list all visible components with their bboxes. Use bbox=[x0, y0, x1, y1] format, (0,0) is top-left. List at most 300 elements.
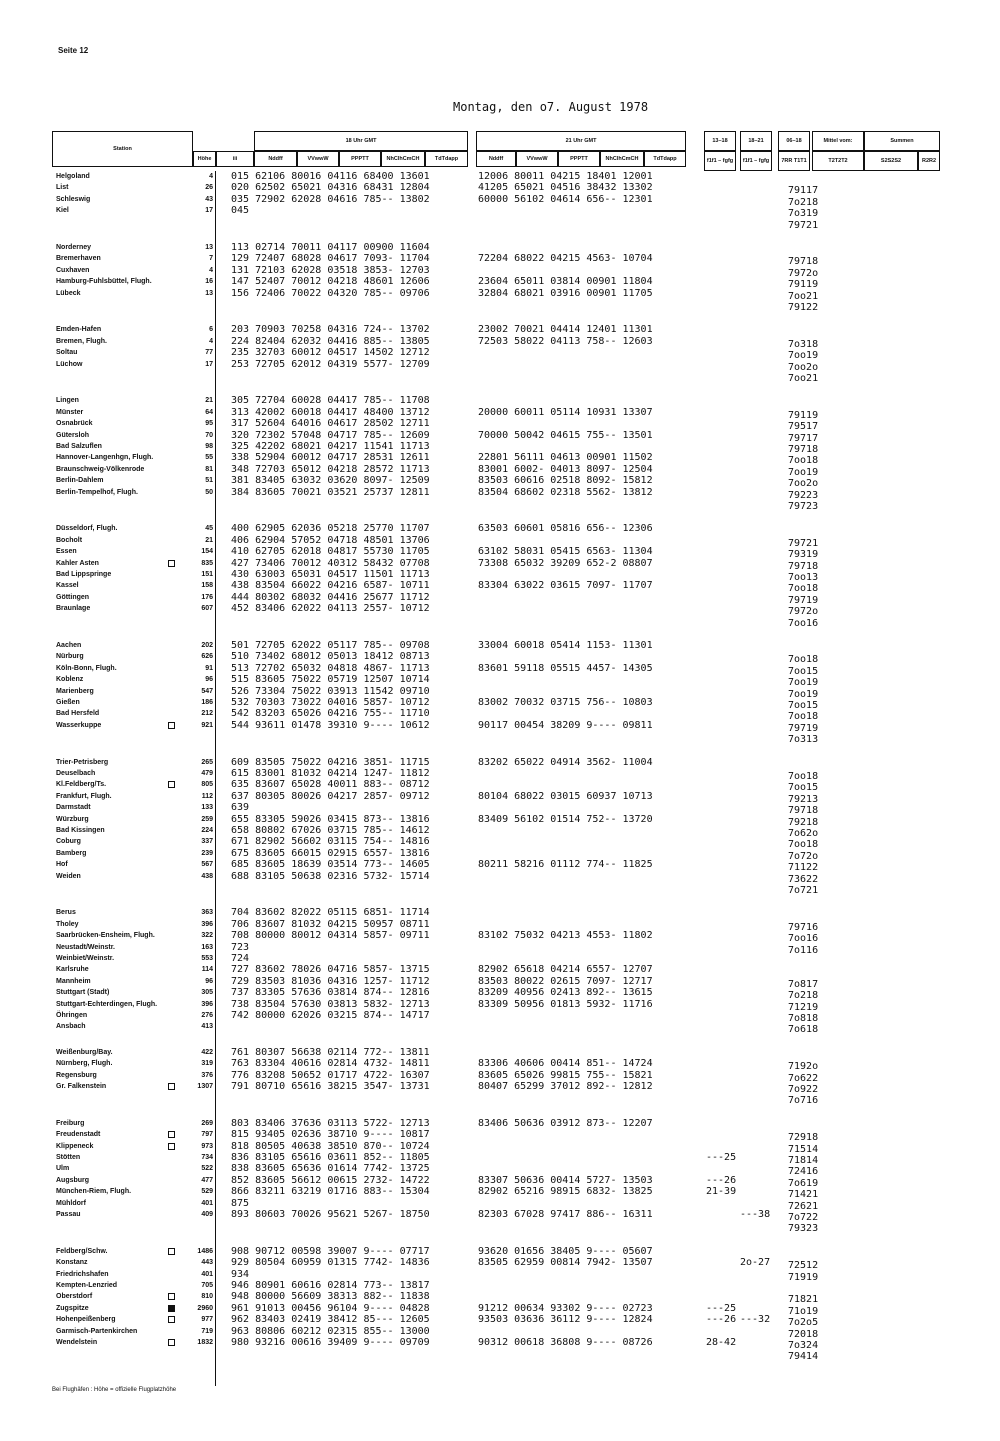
obs-21: 83306 40606 00414 851-- 14724 bbox=[478, 1058, 653, 1070]
station-name: Osnabrück bbox=[56, 420, 93, 428]
station-name: Deuselbach bbox=[56, 770, 96, 777]
station-name: Gießen bbox=[56, 699, 80, 706]
station-name: Nürburg bbox=[56, 653, 84, 661]
obs-18: 948 80000 56609 38313 882-- 11838 bbox=[231, 1291, 430, 1303]
obs-21: 83209 40956 02413 892-- 13615 bbox=[478, 987, 653, 999]
mean-value: 71514 bbox=[788, 1143, 819, 1155]
header-21uhr: 21 Uhr GMT bbox=[476, 131, 686, 151]
extreme-value-2: ---38 bbox=[740, 1209, 771, 1220]
header-sub-6: R2R2 bbox=[918, 151, 940, 171]
mean-value: 7oo16 bbox=[788, 933, 819, 945]
station-name: Karlsruhe bbox=[56, 966, 89, 974]
station-name: Essen bbox=[56, 548, 77, 556]
station-height: 835 bbox=[201, 559, 213, 567]
station-name: Kahler Asten bbox=[56, 559, 99, 567]
extreme-value-1: ---26 bbox=[706, 1174, 737, 1186]
obs-18: 438 83504 66022 04216 6587- 10711 bbox=[231, 580, 430, 592]
obs-18: 452 83406 62022 04113 2557- 10712 bbox=[231, 603, 430, 615]
station-height: 55 bbox=[205, 454, 213, 462]
header-mittel: Mittel vom: bbox=[812, 131, 864, 151]
station-name: Oberstdorf bbox=[56, 1293, 93, 1301]
mean-value: 79718 bbox=[788, 805, 819, 817]
mean-value: 7oo21 bbox=[788, 290, 819, 302]
station-name: Nürnberg, Flugh. bbox=[56, 1060, 113, 1068]
obs-21: 80407 65299 37012 892-- 12812 bbox=[478, 1081, 653, 1092]
header-vvwww-21: VVwwW bbox=[516, 151, 558, 167]
obs-18: 962 83403 02419 38412 85--- 12605 bbox=[231, 1314, 430, 1326]
station-name: Bad Lippspringe bbox=[56, 571, 112, 578]
mean-value: 7o313 bbox=[788, 734, 819, 746]
station-name: Berlin-Tempelhof, Flugh. bbox=[56, 488, 138, 496]
station-height: 797 bbox=[201, 1131, 213, 1139]
header-iii: iii bbox=[216, 151, 254, 167]
station-height: 163 bbox=[201, 943, 213, 951]
obs-18: 224 82404 62032 04416 885-- 13805 bbox=[231, 335, 430, 347]
header-nh-21: NhClhCmCH bbox=[600, 151, 644, 167]
station-height: 977 bbox=[201, 1316, 213, 1324]
obs-18: 338 52904 60012 04717 28531 12611 bbox=[231, 452, 430, 464]
obs-18: 946 80901 60616 02814 773-- 13817 bbox=[231, 1280, 430, 1291]
mean-value: 79218 bbox=[788, 816, 819, 828]
mean-value: 72918 bbox=[788, 1132, 819, 1144]
mean-value: 7oo21 bbox=[788, 373, 819, 384]
obs-18: 737 83305 57636 03814 874-- 12816 bbox=[231, 987, 430, 999]
mean-value: 79716 bbox=[788, 921, 819, 933]
station-name: Freudenstadt bbox=[56, 1131, 101, 1139]
station-height: 409 bbox=[201, 1211, 213, 1218]
station-height: 186 bbox=[201, 699, 213, 706]
mean-value: 7oo18 bbox=[788, 711, 819, 723]
station-name: Bad Hersfeld bbox=[56, 710, 100, 718]
station-height: 96 bbox=[205, 676, 213, 684]
station-height: 21 bbox=[205, 536, 213, 544]
mean-value: 79718 bbox=[788, 444, 819, 455]
mean-value: 7oo2o bbox=[788, 361, 819, 373]
obs-21: 82902 65618 04214 6557- 12707 bbox=[478, 964, 653, 976]
obs-21: 83406 50636 03912 873-- 12207 bbox=[478, 1117, 653, 1129]
station-name: Mühldorf bbox=[56, 1199, 86, 1207]
obs-18: 430 63003 65031 04517 11501 11713 bbox=[231, 569, 430, 580]
mean-value: 7o319 bbox=[788, 208, 819, 220]
station-name: Cuxhaven bbox=[56, 266, 90, 274]
station-height: 2960 bbox=[197, 1304, 213, 1312]
station-height: 547 bbox=[201, 687, 213, 695]
header-sub-2: f1f1 – fgfg bbox=[740, 151, 772, 171]
station-name: Friedrichshafen bbox=[56, 1270, 109, 1278]
station-height: 805 bbox=[201, 781, 213, 789]
obs-18: 708 80000 80012 04314 5857- 09711 bbox=[231, 930, 430, 942]
mean-value: 79719 bbox=[788, 594, 819, 606]
obs-18: 544 93611 01478 39310 9---- 10612 bbox=[231, 719, 430, 731]
extreme-value-1: ---26 bbox=[706, 1314, 737, 1326]
obs-21: 83601 59118 05515 4457- 14305 bbox=[478, 662, 653, 674]
station-height: 154 bbox=[201, 548, 213, 556]
station-height: 276 bbox=[201, 1012, 213, 1019]
station-name: Marienberg bbox=[56, 687, 94, 695]
mean-value: 7oo19 bbox=[788, 677, 819, 689]
mean-value: 79323 bbox=[788, 1223, 819, 1235]
obs-18: 444 80302 68032 04416 25677 11712 bbox=[231, 591, 430, 603]
mean-value: 79517 bbox=[788, 421, 819, 433]
station-height: 17 bbox=[205, 207, 213, 215]
obs-21: 82303 67028 97417 886-- 16311 bbox=[478, 1209, 653, 1220]
mean-value: 79414 bbox=[788, 1351, 819, 1363]
obs-18: 235 32703 60012 04517 14502 12712 bbox=[231, 347, 430, 359]
station-name: Coburg bbox=[56, 838, 81, 846]
obs-18: 675 83605 66015 02915 6557- 13816 bbox=[231, 847, 430, 859]
station-name: Emden-Hafen bbox=[56, 326, 102, 334]
mean-value: 7oo18 bbox=[788, 583, 819, 595]
obs-18: 934 bbox=[231, 1268, 250, 1280]
station-name: Koblenz bbox=[56, 676, 84, 684]
mean-value: 72018 bbox=[788, 1328, 819, 1340]
obs-21: 83002 70032 03715 756-- 10803 bbox=[478, 697, 653, 708]
station-name: Klippeneck bbox=[56, 1142, 94, 1150]
obs-21: 73308 65032 39209 652-2 08807 bbox=[478, 557, 653, 569]
obs-18: 980 93216 00616 39409 9---- 09709 bbox=[231, 1337, 430, 1348]
obs-21-column bbox=[478, 171, 708, 1386]
mean-value: 79718 bbox=[788, 256, 819, 268]
station-height: 413 bbox=[201, 1023, 213, 1031]
station-height: 705 bbox=[201, 1282, 213, 1289]
mean-value: 79119 bbox=[788, 409, 819, 421]
obs-18: 325 42202 68021 04217 11541 11713 bbox=[231, 441, 430, 452]
extreme-value-1: ---25 bbox=[706, 1152, 737, 1163]
station-name: Passau bbox=[56, 1211, 81, 1218]
station-height: 607 bbox=[201, 605, 213, 613]
obs-18: 893 80603 70026 95621 5267- 18750 bbox=[231, 1209, 430, 1220]
obs-21: 60000 56102 04614 656-- 12301 bbox=[478, 193, 653, 205]
mean-value: 7oo15 bbox=[788, 782, 819, 794]
header-18uhr: 18 Uhr GMT bbox=[254, 131, 468, 151]
station-name: Saarbrücken-Ensheim, Flugh. bbox=[56, 932, 155, 940]
obs-18: 113 02714 70011 04117 00900 11604 bbox=[231, 242, 430, 253]
station-name: Hannover-Langenhgn, Flugh. bbox=[56, 454, 154, 462]
mean-value: 7o72o bbox=[788, 850, 819, 862]
obs-18: 742 80000 62026 03215 874-- 14717 bbox=[231, 1010, 430, 1021]
station-name: Wasserkuppe bbox=[56, 721, 102, 729]
mean-value: 79213 bbox=[788, 793, 819, 805]
mean-value: 79119 bbox=[788, 279, 819, 291]
mean-value: 7o218 bbox=[788, 196, 819, 208]
mean-value: 7o622 bbox=[788, 1072, 819, 1084]
station-height: 1307 bbox=[197, 1083, 213, 1090]
square-icon bbox=[168, 1339, 175, 1346]
station-name: Schleswig bbox=[56, 195, 91, 203]
obs-21: 83309 50956 01813 5932- 11716 bbox=[478, 998, 653, 1010]
extreme-value-1: 21-39 bbox=[706, 1186, 737, 1198]
footnote: Bei Flughäfen : Höhe = offizielle Flugplatzhöhe bbox=[52, 1387, 177, 1393]
obs-21: 83102 75032 04213 4553- 11802 bbox=[478, 930, 653, 942]
mean-value: 7oo15 bbox=[788, 700, 819, 711]
obs-18: 639 bbox=[231, 802, 250, 814]
station-height: 319 bbox=[201, 1060, 213, 1068]
mean-value: 79721 bbox=[788, 537, 819, 549]
obs-18: 908 90712 00598 39007 9---- 07717 bbox=[231, 1245, 430, 1257]
mean-value: 7o716 bbox=[788, 1095, 819, 1107]
mean-value: 71219 bbox=[788, 1001, 819, 1013]
obs-18: 147 52407 70012 04218 48601 12606 bbox=[231, 276, 430, 288]
station-name: Zugspitze bbox=[56, 1304, 89, 1312]
obs-18: 815 93405 02636 38710 9---- 10817 bbox=[231, 1129, 430, 1141]
header-sub-3: 7RR T1T1 bbox=[778, 151, 810, 171]
obs-21: 83001 6002- 04013 8097- 12504 bbox=[478, 463, 653, 475]
mean-value: 71122 bbox=[788, 862, 819, 874]
station-name: Stuttgart (Stadt) bbox=[56, 989, 110, 997]
station-height: 43 bbox=[205, 195, 213, 203]
station-height: 269 bbox=[201, 1119, 213, 1127]
station-height: 224 bbox=[201, 827, 213, 834]
extreme-value-1: 28-42 bbox=[706, 1337, 737, 1348]
square-icon bbox=[168, 1248, 175, 1255]
mean-value: 79718 bbox=[788, 560, 819, 572]
station-name: Braunlage bbox=[56, 605, 91, 613]
station-height: 522 bbox=[201, 1165, 213, 1173]
station-height: 422 bbox=[201, 1048, 213, 1056]
station-name: Hof bbox=[56, 861, 68, 869]
station-name: Kempten-Lenzried bbox=[56, 1282, 118, 1289]
station-name: Bad Salzuflen bbox=[56, 443, 102, 450]
station-name: Weinbiet/Weinstr. bbox=[56, 955, 115, 962]
obs-21: 83504 68602 02318 5562- 13812 bbox=[478, 486, 653, 498]
obs-18: 020 62502 65021 04316 68431 12804 bbox=[231, 182, 430, 194]
square-icon bbox=[168, 1293, 175, 1300]
obs-18: 803 83406 37636 03113 5722- 12713 bbox=[231, 1117, 430, 1129]
obs-18: 410 62705 62018 04817 55730 11705 bbox=[231, 546, 430, 558]
mean-value: 7oo2o bbox=[788, 478, 819, 490]
station-height: 77 bbox=[205, 349, 213, 357]
station-name: Stötten bbox=[56, 1154, 81, 1161]
header-sub-5: S2S2S2 bbox=[864, 151, 918, 171]
mean-value: 7oo18 bbox=[788, 771, 819, 782]
station-height: 50 bbox=[205, 488, 213, 496]
obs-18: 045 bbox=[231, 205, 250, 217]
square-icon bbox=[168, 781, 175, 788]
mean-value: 7oo16 bbox=[788, 617, 819, 629]
station-name: Trier-Petrisberg bbox=[56, 758, 109, 766]
station-height: 734 bbox=[201, 1154, 213, 1161]
obs-18: 688 83105 50638 02316 5732- 15714 bbox=[231, 870, 430, 882]
obs-18: 384 83605 70021 03521 25737 12811 bbox=[231, 486, 430, 498]
station-height: 265 bbox=[201, 758, 213, 766]
header-06-18: 06–18 bbox=[778, 131, 810, 151]
obs-18: 836 83105 65616 03611 852-- 11805 bbox=[231, 1152, 430, 1163]
station-name: List bbox=[56, 184, 69, 192]
mean-value: 7972o bbox=[788, 267, 819, 279]
station-name: Stuttgart-Echterdingen, Flugh. bbox=[56, 1000, 158, 1008]
obs-18: 671 82902 56602 03115 754-- 14816 bbox=[231, 836, 430, 848]
obs-18: 400 62905 62036 05218 25770 11707 bbox=[231, 523, 430, 535]
filled-square-icon bbox=[168, 1305, 175, 1312]
obs-21: 90117 00454 38209 9---- 09811 bbox=[478, 719, 653, 731]
mean-value: 79721 bbox=[788, 219, 819, 231]
station-name: Helgoland bbox=[56, 173, 90, 180]
obs-18: 381 83405 63032 03620 8097- 12509 bbox=[231, 475, 430, 487]
obs-21: 70000 50042 04615 755-- 13501 bbox=[478, 429, 653, 441]
mean-value: 72416 bbox=[788, 1166, 819, 1178]
station-name: Kassel bbox=[56, 582, 79, 590]
station-name: Bocholt bbox=[56, 536, 83, 544]
obs-18: 963 80806 60212 02315 855-- 13000 bbox=[231, 1325, 430, 1337]
obs-18: 729 83503 81036 04316 1257- 11712 bbox=[231, 975, 430, 987]
station-height: 16 bbox=[205, 278, 213, 286]
station-name: Ulm bbox=[56, 1165, 70, 1173]
mean-value: 7o817 bbox=[788, 978, 819, 990]
station-name: Kl.Feldberg/Ts. bbox=[56, 781, 107, 789]
obs-18: 526 73304 75022 03913 11542 09710 bbox=[231, 685, 430, 697]
station-height: 401 bbox=[201, 1199, 213, 1207]
station-name: Berlin-Dahlem bbox=[56, 477, 104, 485]
station-name: Feldberg/Schw. bbox=[56, 1247, 108, 1255]
station-height: 529 bbox=[201, 1188, 213, 1196]
station-height: 443 bbox=[201, 1259, 213, 1267]
obs-18: 320 72302 57048 04717 785-- 12609 bbox=[231, 429, 430, 441]
station-height: 567 bbox=[201, 861, 213, 869]
mean-value: 79223 bbox=[788, 489, 819, 501]
height-column bbox=[185, 171, 216, 1386]
obs-18: 724 bbox=[231, 953, 250, 964]
obs-18: 515 83605 75022 05719 12507 10714 bbox=[231, 674, 430, 686]
obs-18: 305 72704 60028 04417 785-- 11708 bbox=[231, 395, 430, 407]
station-name: Aachen bbox=[56, 642, 82, 649]
obs-18: 658 80802 67026 03715 785-- 14612 bbox=[231, 825, 430, 836]
mean-value: 7o721 bbox=[788, 885, 819, 896]
station-name: Wendelstein bbox=[56, 1339, 98, 1346]
station-name: Frankfurt, Flugh. bbox=[56, 792, 112, 800]
obs-18: 015 62106 80016 04116 68400 13601 bbox=[231, 171, 430, 182]
obs-18: 532 70303 73022 04016 5857- 10712 bbox=[231, 697, 430, 708]
station-height: 13 bbox=[205, 289, 213, 297]
mean-value: 7o116 bbox=[788, 944, 819, 956]
station-name: Öhringen bbox=[56, 1012, 88, 1019]
station-height: 259 bbox=[201, 815, 213, 823]
square-icon bbox=[168, 560, 175, 567]
obs-21: 91212 00634 93302 9---- 02723 bbox=[478, 1302, 653, 1314]
mean-value: 7o218 bbox=[788, 990, 819, 1002]
station-height: 81 bbox=[205, 465, 213, 473]
obs-18: 875 bbox=[231, 1197, 250, 1209]
obs-18: 635 83607 65028 40011 883-- 08712 bbox=[231, 779, 430, 791]
obs-18: 510 73402 68012 05013 18412 08713 bbox=[231, 651, 430, 663]
mean-value: 7o619 bbox=[788, 1177, 819, 1189]
station-name: Würzburg bbox=[56, 815, 89, 823]
obs-18: 406 62904 57052 04718 48501 13706 bbox=[231, 534, 430, 546]
station-height: 70 bbox=[205, 431, 213, 439]
station-name: Gütersloh bbox=[56, 431, 90, 439]
station-height: 322 bbox=[201, 932, 213, 940]
mean-value: 7o324 bbox=[788, 1340, 819, 1351]
station-name: Weiden bbox=[56, 872, 81, 880]
mean-value: 71o19 bbox=[788, 1305, 819, 1317]
station-height: 4 bbox=[209, 266, 213, 274]
station-height: 96 bbox=[205, 977, 213, 985]
obs-18: 253 72705 62012 04319 5577- 12709 bbox=[231, 358, 430, 370]
obs-18: 317 52604 64016 04617 28502 12711 bbox=[231, 418, 430, 430]
obs-21: 83202 65022 04914 3562- 11004 bbox=[478, 756, 653, 768]
obs-21: 12006 80011 04215 18401 12001 bbox=[478, 171, 653, 182]
obs-21: 23604 65011 03814 00901 11804 bbox=[478, 276, 653, 288]
obs-21: 83307 50636 00414 5727- 13503 bbox=[478, 1174, 653, 1186]
obs-21: 33004 60018 05414 1153- 11301 bbox=[478, 640, 653, 651]
square-icon bbox=[168, 722, 175, 729]
obs-21: 22801 56111 04613 00901 11502 bbox=[478, 452, 653, 464]
obs-21: 83605 65026 99815 755-- 15821 bbox=[478, 1069, 653, 1081]
mean-value: 7o318 bbox=[788, 338, 819, 350]
mean-column bbox=[788, 171, 848, 1386]
station-height: 396 bbox=[201, 920, 213, 928]
header-hoehe: Höhe bbox=[193, 151, 216, 167]
mean-value: 71919 bbox=[788, 1271, 819, 1283]
square-icon bbox=[168, 1131, 175, 1138]
station-height: 26 bbox=[205, 184, 213, 192]
station-name: Lingen bbox=[56, 397, 79, 405]
obs-21: 83503 80022 02615 7097- 12717 bbox=[478, 975, 653, 987]
station-name: Regensburg bbox=[56, 1071, 97, 1079]
obs-18: 685 83605 18639 03514 773-- 14605 bbox=[231, 859, 430, 871]
extreme-column bbox=[700, 171, 800, 1386]
mean-value: 71421 bbox=[788, 1189, 819, 1201]
station-height: 114 bbox=[201, 966, 213, 974]
mean-value: 72621 bbox=[788, 1200, 819, 1212]
mean-value: 7oo19 bbox=[788, 466, 819, 478]
obs-18: 615 83001 81032 04214 1247- 11812 bbox=[231, 768, 430, 779]
obs-21: 82902 65216 98915 6832- 13825 bbox=[478, 1186, 653, 1198]
obs-18: 723 bbox=[231, 941, 250, 953]
station-name: München-Riem, Flugh. bbox=[56, 1188, 132, 1196]
obs-21: 83409 56102 01514 752-- 13720 bbox=[478, 813, 653, 825]
obs-18: 929 80504 60959 01315 7742- 14836 bbox=[231, 1257, 430, 1269]
station-name: Ansbach bbox=[56, 1023, 86, 1031]
station-height: 7 bbox=[209, 255, 213, 263]
station-name: Norderney bbox=[56, 244, 92, 251]
obs-18: 961 91013 00456 96104 9---- 04828 bbox=[231, 1302, 430, 1314]
obs-21: 90312 00618 36808 9---- 08726 bbox=[478, 1337, 653, 1348]
obs-18: 704 83602 82022 05115 6851- 11714 bbox=[231, 907, 430, 919]
header-vvwww: VVwwW bbox=[297, 151, 339, 167]
station-name: Bremen, Flugh. bbox=[56, 337, 107, 345]
station-height: 64 bbox=[205, 408, 213, 416]
station-height: 133 bbox=[201, 804, 213, 812]
station-height: 21 bbox=[205, 397, 213, 405]
obs-18: 609 83505 75022 04216 3851- 11715 bbox=[231, 756, 430, 768]
header-nddff: Nddff bbox=[254, 151, 297, 167]
station-height: 719 bbox=[201, 1327, 213, 1335]
station-height: 363 bbox=[201, 909, 213, 917]
station-name: Augsburg bbox=[56, 1176, 90, 1184]
station-height: 973 bbox=[201, 1142, 213, 1150]
station-name: Neustadt/Weinstr. bbox=[56, 943, 115, 951]
extreme-value-1: ---25 bbox=[706, 1302, 737, 1314]
obs-21: 63503 60601 05816 656-- 12306 bbox=[478, 523, 653, 535]
obs-18: 513 72702 65032 04818 4867- 11713 bbox=[231, 662, 430, 674]
obs-18: 637 80305 80026 04217 2857- 09712 bbox=[231, 790, 430, 802]
station-height: 202 bbox=[201, 642, 213, 649]
obs-21: 83503 60616 02518 8092- 15812 bbox=[478, 475, 653, 487]
station-name: Münster bbox=[56, 408, 84, 416]
mean-value: 7o818 bbox=[788, 1013, 819, 1024]
obs-21: 32804 68021 03916 00901 11705 bbox=[478, 287, 653, 299]
station-height: 553 bbox=[201, 955, 213, 962]
obs-18: 542 83203 65026 04216 755-- 11710 bbox=[231, 708, 430, 720]
station-name: Düsseldorf, Flugh. bbox=[56, 525, 118, 533]
station-name: Bremerhaven bbox=[56, 255, 101, 263]
header-sub-4: T2T2T2 bbox=[812, 151, 864, 171]
extreme-value-2: ---32 bbox=[740, 1314, 771, 1326]
station-height: 6 bbox=[209, 326, 213, 334]
obs-21: 23002 70021 04414 12401 11301 bbox=[478, 324, 653, 336]
station-height: 401 bbox=[201, 1270, 213, 1278]
mean-value: 79717 bbox=[788, 432, 819, 444]
